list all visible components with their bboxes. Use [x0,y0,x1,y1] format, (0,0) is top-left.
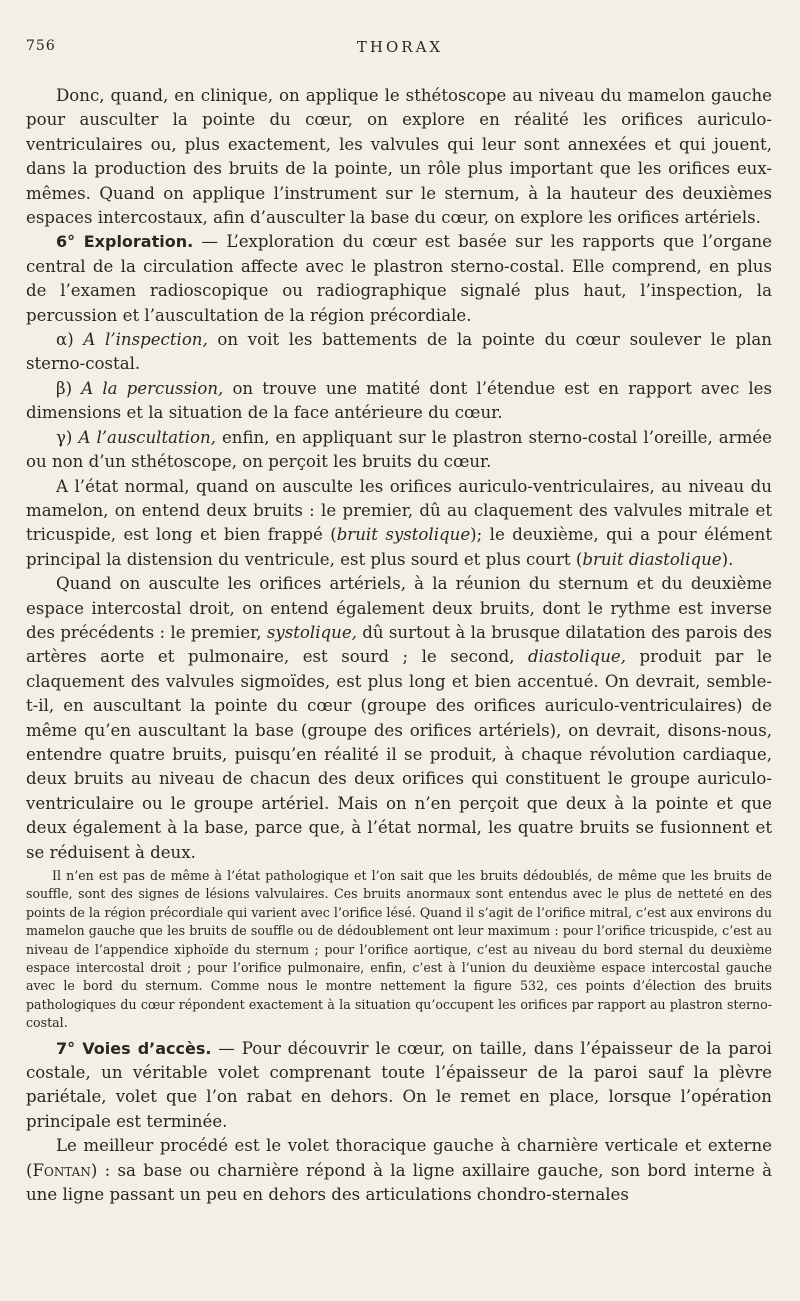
paragraph-normal-state [26,475,772,573]
text-run: dû surtout à la brusque dilatation des parois des artères aorte et pulmonaire, est sourd ; le second, [26,622,772,667]
item-inspection [26,328,772,377]
text-run: Quand on ausculte les orifices artériels, à la réunion du sternum et du deuxième espace intercostal droit, on entend également deux bruits, dont le rythme est inverse des précédents : le premier, [26,574,772,642]
running-title: THORAX [356,38,444,56]
body-text [26,84,772,1208]
paragraph-intro: Donc, quand, en clinique, on applique le sthétoscope au niveau du mamelon gauche pour ausculter la pointe du cœur, on explore en réalité les orifices auriculo-ventriculaires ou, plus exactement, les valvules qui leur sont annexées et qui jouent, dans la production des bruits de la pointe, un rôle plus important que les orifices eux-mêmes. Quand on applique l’instrument sur le sternum, à la hauteur des deuxièmes espaces intercostaux, afin d’ausculter la base du cœur, on explore les orifices artériels. [26,86,772,228]
item-inspection-text: on voit les battements de la pointe du cœur soulever le plan sterno-costal. [26,330,772,374]
author-name: Fontan [32,1160,91,1180]
item-auscultation-label: γ) [56,427,73,447]
term-systolic: bruit systolique [336,525,471,545]
section-6-title: 6° Exploration. [56,232,194,252]
section-7-title: 7° Voies d’accès. [56,1038,212,1058]
text-run: ) : sa base ou charnière répond à la ligne axillaire gauche, son bord interne à une ligne passant un peu en dehors des articulations chondro-sternales [26,1160,772,1205]
footnote-pathology: Il n’en est pas de même à l’état pathologique et l’on sait que les bruits dédoublés, de même que les bruits de souffle, sont des signes de lésions valvulaires. Ces bruits anormaux sont entendus avec le plus de netteté en des points de la région précordiale qui varient avec l’orifice lésé. Quand il s’agit de l’orifice mitral, c’est aux environs du mamelon gauche que les bruits de souffle ou de dédoublement ont leur maximum : pour l’orifice tricuspide, c’est au niveau de l’appendice xiphoïde du sternum ; pour l’orifice aortique, c’est au niveau du bord sternal du deuxième espace intercostal droit ; pour l’orifice pulmonaire, enfin, c’est à l’union du deuxième espace intercostal gauche avec le bord du sternum. Comme nous le montre nettement la figure 532, ces points d’élection des bruits pathologiques du cœur répondent exactement à la situation qu’occupent les orifices par rapport au plastron sterno-costal. [26,868,772,1031]
running-head [26,38,774,62]
text-run: produit par le claquement des valvules sigmoïdes, est plus long et bien accentué. On devrait, semble-t-il, en auscultant la pointe du cœur (groupe des orifices auriculo-ventriculaires) de même qu’en auscultant la base (groupe des orifices artériels), on devrait, disons-nous, entendre quatre bruits, puisqu’en réalité il se produit, à chaque révolution cardiaque, deux bruits au niveau de chacun des deux orifices qui constituent le groupe auriculo-ventriculaire ou le groupe artériel. Mais on n’en perçoit que deux à la pointe et que deux également à la base, parce que, à l’état normal, les quatre bruits se fusionnent et se réduisent à deux. [26,647,773,862]
item-inspection-title: A l’inspection, [83,330,208,350]
term-diastolic: diastolique, [528,647,627,667]
section-6-intro [26,230,772,328]
text-run: ); le deuxième, qui a pour élément principal la distension du ventricule, est plus sourd et plus court ( [26,525,772,569]
section-7-intro [26,1037,772,1135]
text-run: Le meilleur procédé est le volet thoracique gauche à charnière verticale et externe ( [26,1136,772,1180]
item-auscultation-text: enfin, en appliquant sur le plastron sterno-costal l’oreille, armée ou non d’un sthétoscope, on perçoit les bruits du cœur. [26,427,772,472]
item-inspection-label: α) [56,330,74,350]
section-6-intro-text: — L’exploration du cœur est basée sur les rapports que l’organe central de la circulation affecte avec le plastron sterno-costal. Elle comprend, en plus de l’examen radioscopique ou radiographique signalé plus haut, l’inspection, la percussion et l’auscultation de la région précordiale. [26,232,772,325]
term-systolic: systolique, [266,622,357,642]
item-percussion-label: β) [56,378,73,398]
item-auscultation [26,426,772,475]
item-percussion-title: A la percussion, [81,378,224,398]
section-7-intro-text: — Pour découvrir le cœur, on taille, dans l’épaisseur de la paroi costale, un véritable volet comprenant toute l’épaisseur de la paroi sauf la plèvre pariétale, volet que l’on rabat en dehors. On le remet en place, lorsque l’opération principale est terminée. [26,1038,772,1131]
item-percussion-text: on trouve une matité dont l’étendue est en rapport avec les dimensions et la situation de la face antérieure du cœur. [26,378,773,423]
term-diastolic: bruit diastolique [582,549,722,569]
text-run: ). [721,549,734,569]
paragraph-procedure [26,1134,772,1207]
item-percussion [26,377,772,426]
page-number: 756 [26,38,56,54]
text-run: A l’état normal, quand on ausculte les orifices auriculo-ventriculaires, au niveau du mamelon, on entend deux bruits : le premier, dû au claquement des valvules mitrale et tricuspide, est long et bien frappé ( [26,476,772,545]
paragraph-arterial [26,572,772,865]
item-auscultation-title: A l’auscultation, [78,427,216,447]
